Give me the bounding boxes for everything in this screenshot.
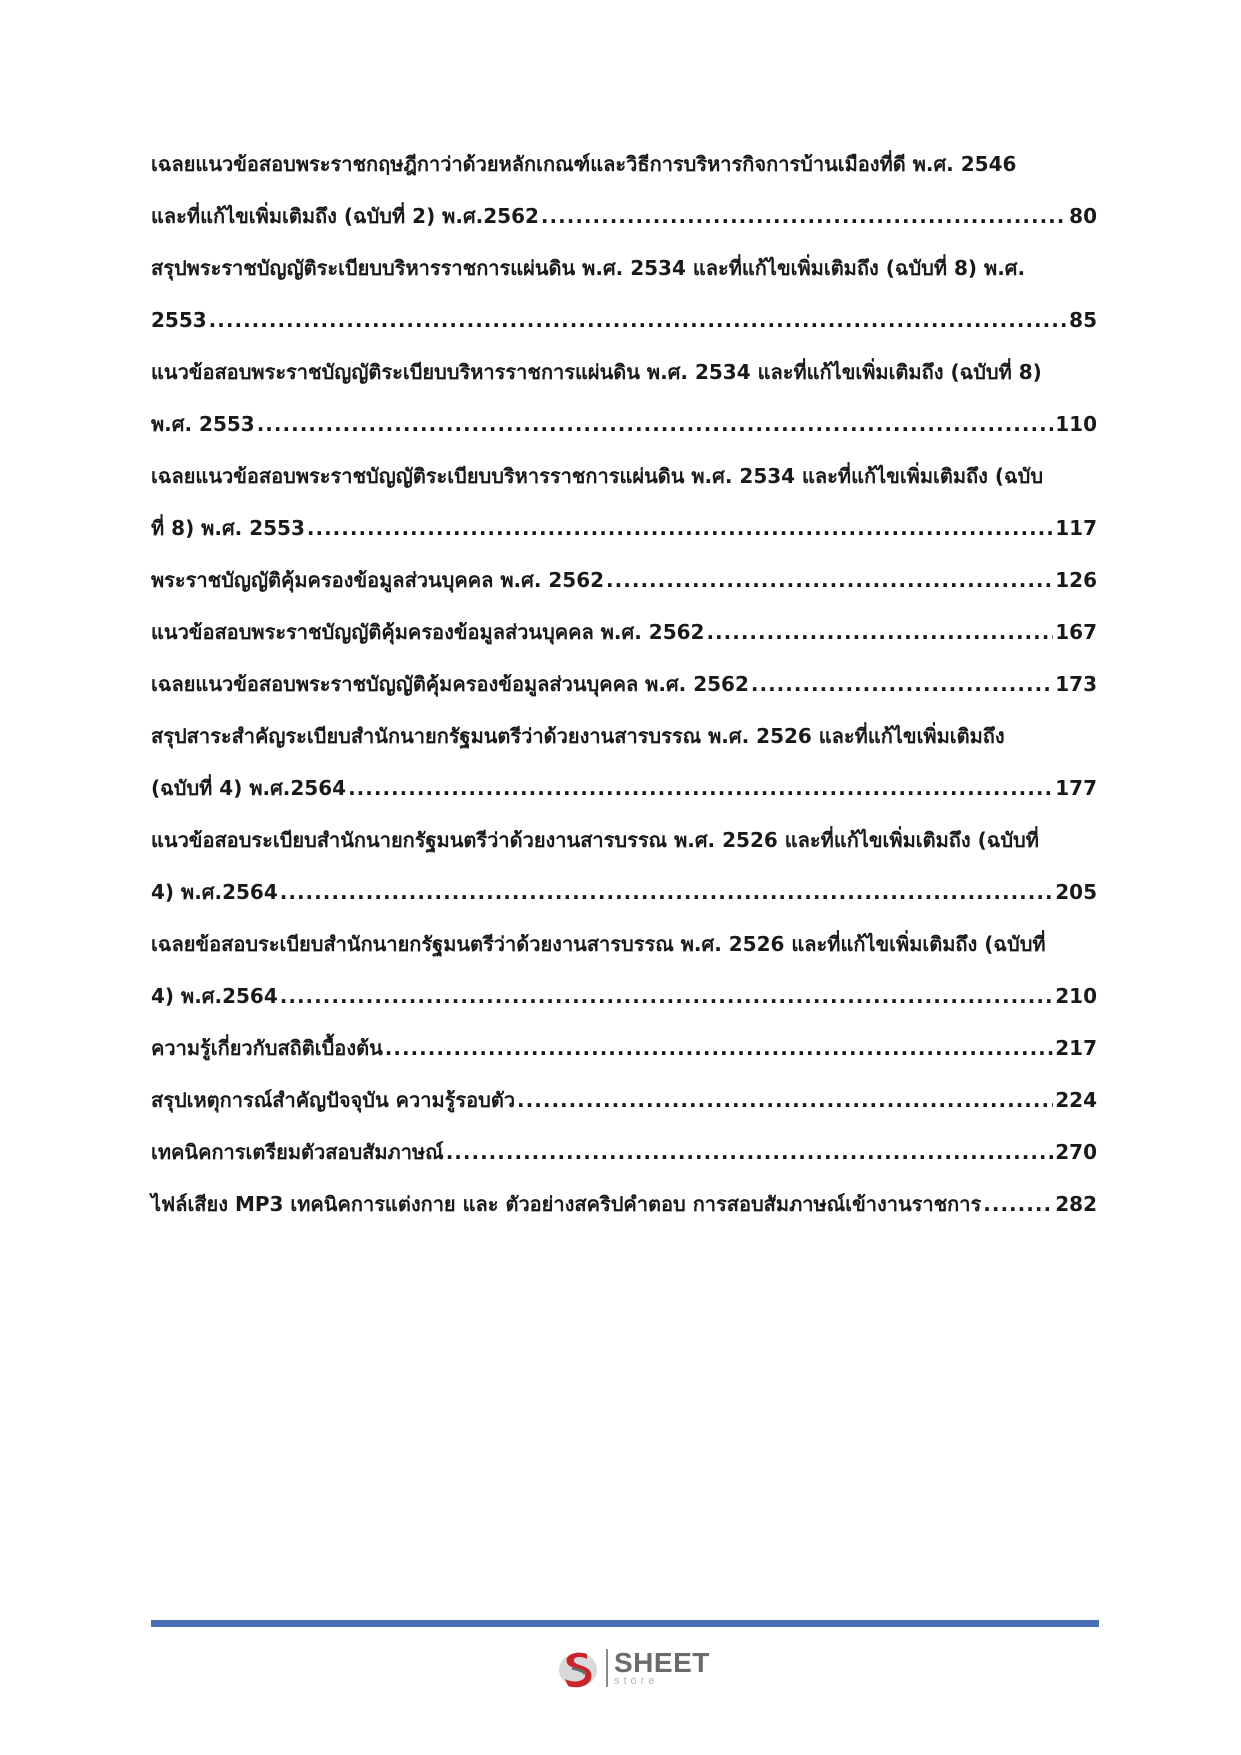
toc-dot-leader xyxy=(280,984,1053,1008)
toc-entry-line xyxy=(151,412,1097,436)
toc-entry[interactable] xyxy=(151,828,1097,904)
toc-entry-title: 2553 xyxy=(151,308,207,332)
toc-entry-line xyxy=(151,932,1097,956)
toc-page-number: 167 xyxy=(1055,620,1097,644)
toc-entry[interactable] xyxy=(151,464,1097,540)
toc-dot-leader xyxy=(751,672,1053,696)
toc-entry-line xyxy=(151,1036,1097,1060)
toc-page-number: 117 xyxy=(1055,516,1097,540)
toc-entry-line xyxy=(151,1192,1097,1216)
toc-entry-title: พระราชบัญญัติคุ้มครองข้อมูลส่วนบุคคล พ.ศ. 2562 xyxy=(151,568,605,592)
logo-divider xyxy=(606,1649,608,1687)
footer-rule xyxy=(151,1620,1099,1627)
toc-entry-title: พ.ศ. 2553 xyxy=(151,412,255,436)
toc-entry-line xyxy=(151,1088,1097,1112)
toc-dot-leader xyxy=(446,1140,1054,1164)
toc-entry-title: (ฉบับที่ 4) พ.ศ.2564 xyxy=(151,776,347,800)
toc-entry[interactable] xyxy=(151,568,1097,592)
toc-entry-line xyxy=(151,1140,1097,1164)
toc-entry-line xyxy=(151,672,1097,696)
toc-entry-line xyxy=(151,880,1097,904)
toc-entry[interactable] xyxy=(151,620,1097,644)
sheet-store-s-icon xyxy=(556,1646,600,1690)
toc-entry-title: และที่แก้ไขเพิ่มเติมถึง (ฉบับที่ 2) พ.ศ.2562 xyxy=(151,204,539,228)
toc-entry-title: เฉลยแนวข้อสอบพระราชบัญญัติระเบียบบริหารราชการแผ่นดิน พ.ศ. 2534 และที่แก้ไขเพิ่มเติมถึง (ฉบับ xyxy=(151,464,1044,488)
toc-entry-title: สรุปพระราชบัญญัติระเบียบบริหารราชการแผ่นดิน พ.ศ. 2534 และที่แก้ไขเพิ่มเติมถึง (ฉบับที่ 8) พ.ศ. xyxy=(151,256,1026,280)
toc-dot-leader xyxy=(280,880,1053,904)
toc-entry-line xyxy=(151,360,1097,384)
toc-entry-title: ความรู้เกี่ยวกับสถิติเบื้องต้น xyxy=(151,1036,383,1060)
table-of-contents xyxy=(151,152,1097,1244)
toc-page-number: 85 xyxy=(1069,308,1097,332)
toc-dot-leader xyxy=(983,1192,1053,1216)
toc-page-number: 110 xyxy=(1055,412,1097,436)
toc-entry[interactable] xyxy=(151,256,1097,332)
sheet-store-logo xyxy=(556,1644,710,1692)
toc-dot-leader xyxy=(385,1036,1054,1060)
toc-page-number: 224 xyxy=(1055,1088,1097,1112)
toc-entry-title: แนวข้อสอบพระราชบัญญัติระเบียบบริหารราชการแผ่นดิน พ.ศ. 2534 และที่แก้ไขเพิ่มเติมถึง (ฉบับที่ 8) xyxy=(151,360,1042,384)
toc-entry[interactable] xyxy=(151,1140,1097,1164)
logo-text xyxy=(614,1649,710,1687)
toc-page-number: 80 xyxy=(1069,204,1097,228)
toc-entry[interactable] xyxy=(151,1088,1097,1112)
toc-entry[interactable] xyxy=(151,672,1097,696)
toc-dot-leader xyxy=(706,620,1053,644)
toc-dot-leader xyxy=(541,204,1067,228)
toc-entry-title: สรุปสาระสำคัญระเบียบสำนักนายกรัฐมนตรีว่าด้วยงานสารบรรณ พ.ศ. 2526 และที่แก้ไขเพิ่มเติมถึง xyxy=(151,724,1005,748)
toc-entry-title: เทคนิคการเตรียมตัวสอบสัมภาษณ์ xyxy=(151,1140,444,1164)
toc-entry[interactable] xyxy=(151,932,1097,1008)
toc-entry-title: ที่ 8) พ.ศ. 2553 xyxy=(151,516,305,540)
toc-entry-title: แนวข้อสอบพระราชบัญญัติคุ้มครองข้อมูลส่วนบุคคล พ.ศ. 2562 xyxy=(151,620,705,644)
toc-dot-leader xyxy=(606,568,1053,592)
toc-entry[interactable] xyxy=(151,1192,1097,1216)
toc-entry-title: แนวข้อสอบระเบียบสำนักนายกรัฐมนตรีว่าด้วยงานสารบรรณ พ.ศ. 2526 และที่แก้ไขเพิ่มเติมถึง (ฉบับที่ xyxy=(151,828,1039,852)
toc-entry-line xyxy=(151,256,1097,280)
toc-entry-line xyxy=(151,204,1097,228)
toc-dot-leader xyxy=(307,516,1053,540)
toc-entry-line xyxy=(151,620,1097,644)
toc-page-number: 282 xyxy=(1055,1192,1097,1216)
toc-entry-line xyxy=(151,724,1097,748)
toc-entry-line xyxy=(151,984,1097,1008)
toc-entry[interactable] xyxy=(151,1036,1097,1060)
toc-page-number: 270 xyxy=(1055,1140,1097,1164)
toc-entry-line xyxy=(151,776,1097,800)
toc-page-number: 126 xyxy=(1055,568,1097,592)
toc-entry-line xyxy=(151,568,1097,592)
toc-entry-title: สรุปเหตุการณ์สำคัญปัจจุบัน ความรู้รอบตัว xyxy=(151,1088,516,1112)
toc-dot-leader xyxy=(209,308,1067,332)
toc-page-number: 177 xyxy=(1055,776,1097,800)
toc-entry-title: เฉลยแนวข้อสอบพระราชกฤษฎีกาว่าด้วยหลักเกณฑ์และวิธีการบริหารกิจการบ้านเมืองที่ดี พ.ศ. 2546 xyxy=(151,152,1017,176)
toc-entry-line xyxy=(151,152,1097,176)
toc-dot-leader xyxy=(257,412,1054,436)
toc-page-number: 205 xyxy=(1055,880,1097,904)
toc-entry-line xyxy=(151,308,1097,332)
toc-entry-line xyxy=(151,464,1097,488)
toc-entry-title: เฉลยข้อสอบระเบียบสำนักนายกรัฐมนตรีว่าด้วยงานสารบรรณ พ.ศ. 2526 และที่แก้ไขเพิ่มเติมถึง (ฉบับที่ xyxy=(151,932,1046,956)
toc-dot-leader xyxy=(348,776,1053,800)
toc-page-number: 173 xyxy=(1055,672,1097,696)
toc-entry-title: ไฟล์เสียง MP3 เทคนิคการแต่งกาย และ ตัวอย่างสคริปคำตอบ การสอบสัมภาษณ์เข้างานราชการ xyxy=(151,1192,982,1216)
toc-entry[interactable] xyxy=(151,724,1097,800)
logo-word: SHEET xyxy=(614,1647,710,1678)
toc-page-number: 217 xyxy=(1055,1036,1097,1060)
toc-entry-title: 4) พ.ศ.2564 xyxy=(151,984,278,1008)
toc-entry[interactable] xyxy=(151,360,1097,436)
toc-dot-leader xyxy=(517,1088,1053,1112)
toc-entry-title: 4) พ.ศ.2564 xyxy=(151,880,278,904)
logo-subtitle: store xyxy=(614,1675,659,1687)
toc-entry[interactable] xyxy=(151,152,1097,228)
toc-entry-title: เฉลยแนวข้อสอบพระราชบัญญัติคุ้มครองข้อมูลส่วนบุคคล พ.ศ. 2562 xyxy=(151,672,749,696)
toc-page-number: 210 xyxy=(1055,984,1097,1008)
toc-entry-line xyxy=(151,828,1097,852)
toc-entry-line xyxy=(151,516,1097,540)
